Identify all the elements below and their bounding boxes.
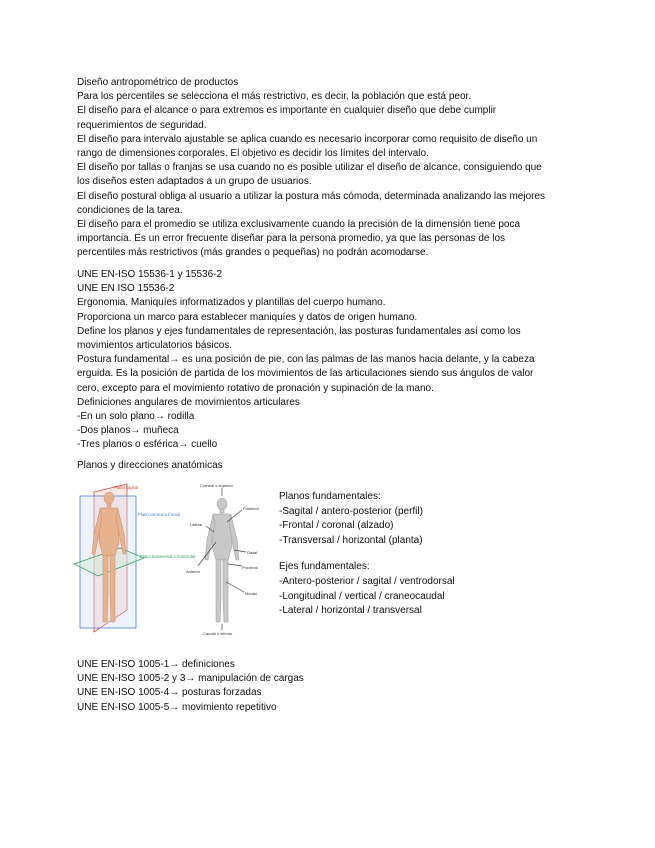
iso-1005-list bbox=[77, 658, 477, 715]
anatomical-figure-svg bbox=[72, 482, 272, 636]
standard-line: UNE EN-ISO 1005-5→ movimiento repetitivo bbox=[77, 701, 277, 713]
label-sagittal-plane: Plano sagital bbox=[114, 485, 138, 490]
label-frontal-plane: Plano coronal o frontal bbox=[138, 512, 180, 517]
anatomical-planes-heading-block bbox=[77, 459, 587, 473]
paragraph-line: Definiciones angulares de movimientos articulares bbox=[77, 396, 300, 408]
paragraph-line: El diseño postural obliga al usuario a utilizar la postura más cómoda, determinada analizando las mejores bbox=[77, 190, 546, 202]
standard-line: UNE EN-ISO 1005-4→ posturas forzadas bbox=[77, 687, 262, 699]
section-title: Planos y direcciones anatómicas bbox=[77, 460, 223, 471]
paragraph-line: condiciones de la tarea. bbox=[77, 204, 183, 216]
label-posterior: Posterior bbox=[243, 506, 260, 511]
plane-item: -Transversal / horizontal (planta) bbox=[279, 534, 423, 546]
paragraph-line: Proporciona un marco para establecer maniquíes y datos de origen humano. bbox=[77, 311, 418, 323]
axis-item: -Antero-posterior / sagital / ventrodorsal bbox=[279, 575, 455, 587]
axes-heading: Ejes fundamentales: bbox=[279, 561, 370, 573]
paragraph-line: requerimientos de seguridad. bbox=[77, 119, 207, 131]
spacer bbox=[279, 548, 539, 560]
planes-heading: Planos fundamentales: bbox=[279, 491, 381, 502]
paragraph-line: -Tres planos o esférica→ cuello bbox=[77, 439, 218, 451]
iso-15536-section bbox=[77, 268, 587, 453]
paragraph-line: El diseño para el alcance o para extremos es importante en cualquier diseño que debe cumplir bbox=[77, 105, 497, 117]
label-craneal: Craneal o superior bbox=[200, 483, 233, 488]
plane-item: -Sagital / antero-posterior (perfil) bbox=[279, 505, 423, 517]
paragraph-line: UNE EN ISO 15536-2 bbox=[77, 283, 175, 295]
paragraph-line: El diseño para intervalo ajustable se aplica cuando es necesario incorporar como requisito de diseño un bbox=[77, 133, 538, 145]
plane-item: -Frontal / coronal (alzado) bbox=[279, 520, 394, 532]
paragraph-line: Define los planos y ejes fundamentales de representación, las posturas fundamentales así como los bbox=[77, 325, 521, 337]
axis-item: -Longitudinal / vertical / craneocaudal bbox=[279, 590, 445, 602]
directions-diagram bbox=[186, 483, 260, 636]
planes-and-axes-list bbox=[279, 490, 539, 619]
label-anterior: Anterior bbox=[186, 569, 201, 574]
paragraph-line: UNE EN-ISO 15536-1 y 15536-2 bbox=[77, 269, 223, 280]
paragraph-line: -En un solo plano→ rodilla bbox=[77, 411, 195, 423]
section-title: Diseño antropométrico de productos bbox=[77, 77, 239, 88]
label-distal: Distal bbox=[247, 550, 258, 555]
label-lateral: Lateral bbox=[190, 522, 203, 527]
paragraph-line: Para los percentiles se selecciona el más restrictivo, es decir, la población que está peor. bbox=[77, 91, 472, 103]
planes-diagram bbox=[74, 484, 195, 632]
paragraph-line: erguida. Es la posición de partida de los movimientos de las articulaciones siendo sus ángulos de valor bbox=[77, 368, 534, 380]
paragraph-line: importancia. Es un error frecuente diseñar para la persona promedio, ya que las personas de los bbox=[77, 233, 506, 245]
label-transversal-plane: Plano transversal u horizontal bbox=[140, 554, 196, 559]
paragraph-line: El diseño por tallas o franjas se usa cuando no es posible utilizar el diseño de alcance, consiguiendo que bbox=[77, 162, 542, 174]
anatomical-planes-figure bbox=[72, 482, 272, 636]
paragraph-line: Ergonomia. Maniquíes informatizados y plantillas del cuerpo humano. bbox=[77, 297, 386, 309]
label-caudal: Caudal o inferior bbox=[203, 631, 233, 636]
label-proximal: Proximal bbox=[242, 565, 258, 570]
standard-line: UNE EN-ISO 1005-2 y 3→ manipulación de cargas bbox=[77, 673, 304, 685]
paragraph-line: percentiles más restrictivos (más grandes o pequeñas) no podrán acomodarse. bbox=[77, 247, 429, 259]
standard-line: UNE EN-ISO 1005-1→ definiciones bbox=[77, 659, 235, 670]
label-medial: Medial bbox=[245, 591, 257, 596]
paragraph-line: rango de dimensiones corporales. El objetivo es decidir los límites del intervalo. bbox=[77, 148, 429, 160]
paragraph-line: -Dos planos→ muñeca bbox=[77, 425, 179, 437]
paragraph-line: movimientos articulatorios básicos. bbox=[77, 340, 233, 352]
paragraph-line: cero, excepto para el movimiento rotativo de pronación y supinación de la mano. bbox=[77, 382, 434, 394]
paragraph-line: El diseño para el promedio se utiliza exclusivamente cuando la precisión de la dimensión tiene poca bbox=[77, 219, 521, 231]
anthropometric-design-section bbox=[77, 76, 587, 261]
paragraph-line: Postura fundamental→ es una posición de pie, con las palmas de las manos hacia delante, y la cabeza bbox=[77, 354, 535, 366]
paragraph-line: los diseños esten adaptados a un grupo de usuarios. bbox=[77, 176, 312, 188]
axis-item: -Lateral / horizontal / transversal bbox=[279, 605, 422, 617]
